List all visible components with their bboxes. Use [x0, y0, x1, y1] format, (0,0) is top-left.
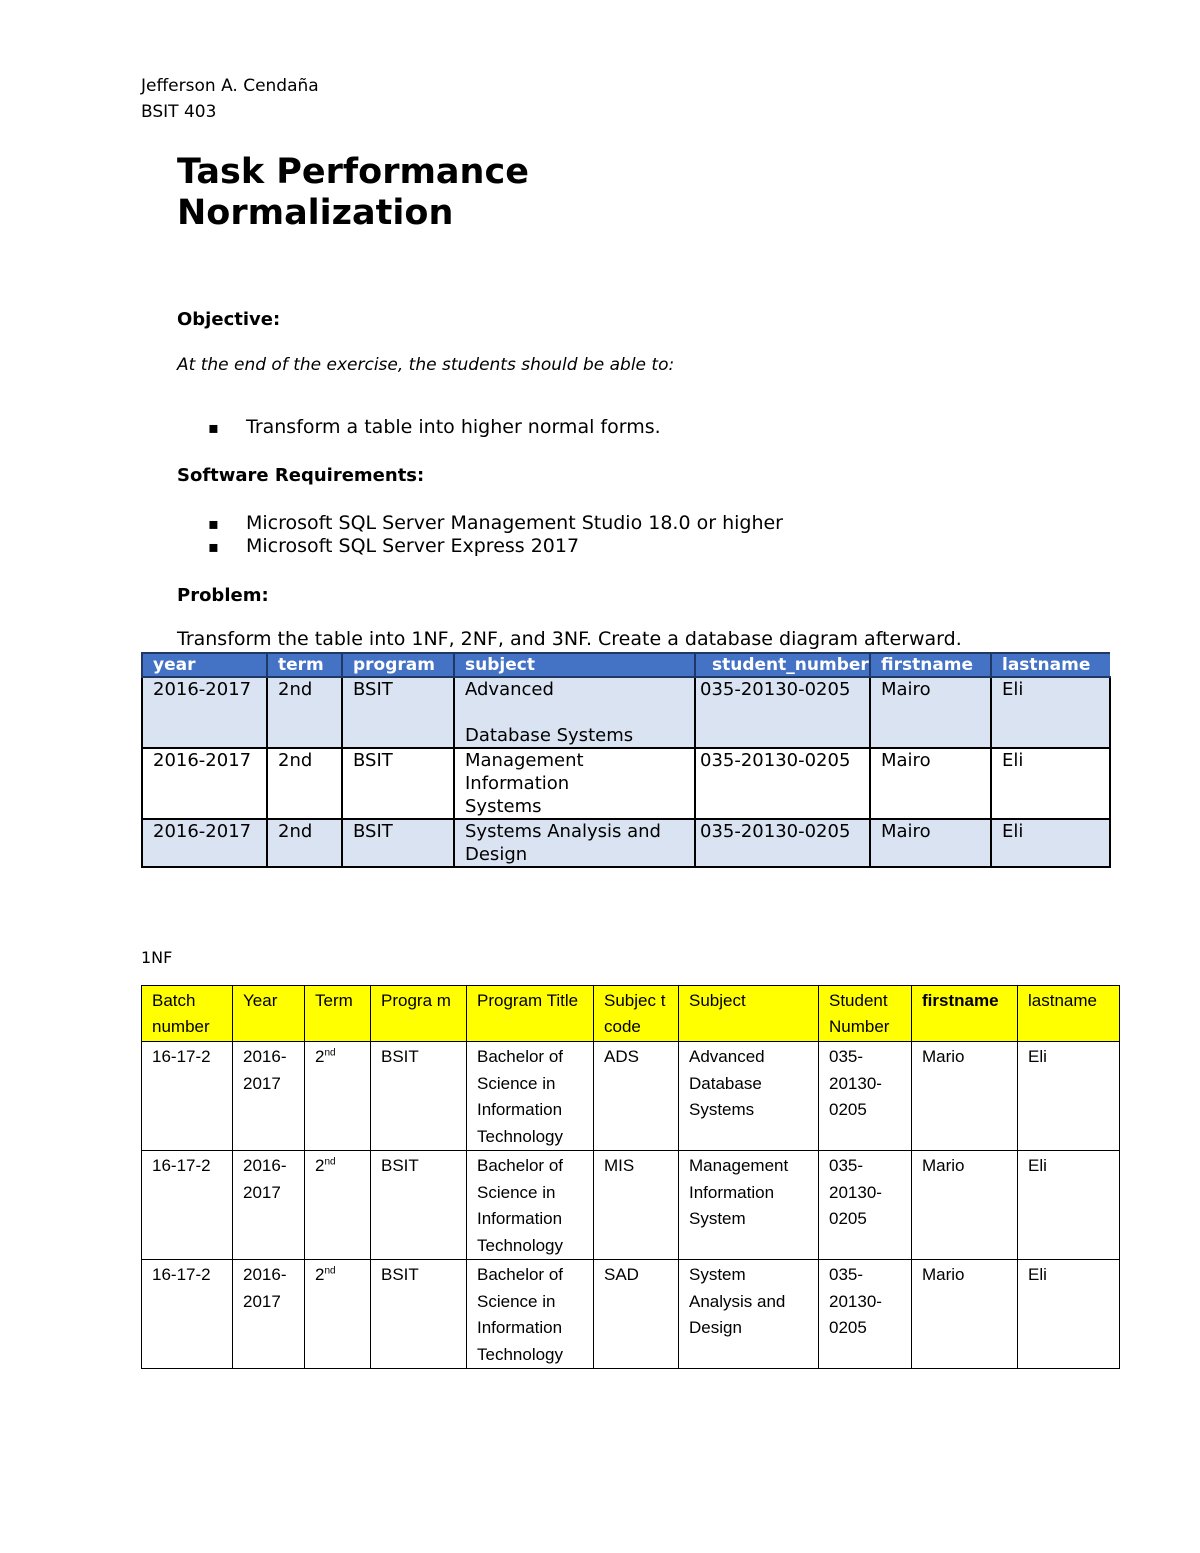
table-cell: Advanced Database Systems [679, 1042, 819, 1151]
table-cell: ADS [594, 1042, 679, 1151]
table-cell: Mario [912, 1260, 1018, 1369]
table-cell: MIS [594, 1151, 679, 1260]
header-cell: Term [305, 986, 371, 1042]
table-row [142, 1042, 1120, 1151]
table-row [142, 819, 1110, 867]
table-cell: 2nd [267, 677, 342, 748]
table-cell: Mario [912, 1042, 1018, 1151]
header-cell: firstname [870, 653, 991, 677]
header-cell: Student Number [819, 986, 912, 1042]
table-cell: BSIT [342, 819, 454, 867]
software-label: Software Requirements: [177, 465, 425, 486]
table-cell: 16-17-2 [142, 1260, 233, 1369]
problem-label: Problem: [177, 585, 269, 606]
table-cell: Advanced Database Systems [454, 677, 695, 748]
objective-intro: At the end of the exercise, the students should be able to: [177, 355, 675, 375]
table-cell: Mairo [870, 748, 991, 819]
table-cell: Mario [912, 1151, 1018, 1260]
author-section: BSIT 403 [141, 102, 217, 122]
software-list [208, 512, 783, 558]
table-cell: Eli [1018, 1260, 1120, 1369]
objective-label: Objective: [177, 309, 281, 330]
table-cell: 2016- 2017 [233, 1151, 305, 1260]
table-cell: 035-20130-0205 [695, 677, 870, 748]
table-cell: Bachelor of Science in Information Technology [467, 1151, 594, 1260]
table-cell: Bachelor of Science in Information Technology [467, 1260, 594, 1369]
table-cell: BSIT [371, 1042, 467, 1151]
table-cell: 2nd [267, 819, 342, 867]
term-number: 2 [315, 1265, 325, 1284]
header-cell: firstname [912, 986, 1018, 1042]
table-row [142, 1151, 1120, 1260]
table-cell: Mairo [870, 819, 991, 867]
table-cell: 2016-2017 [142, 819, 267, 867]
header-cell: student_number [695, 653, 870, 677]
header-cell: Year [233, 986, 305, 1042]
header-cell: Subject [679, 986, 819, 1042]
nf1-label: 1NF [141, 948, 173, 967]
table-row [142, 1260, 1120, 1369]
table-cell: System Analysis and Design [679, 1260, 819, 1369]
table-cell: 2016-2017 [142, 748, 267, 819]
table-cell: Eli [991, 748, 1110, 819]
software-item: ▪ Microsoft SQL Server Management Studio 18.0 or higher [208, 512, 783, 535]
term-suffix: nd [324, 1156, 336, 1168]
table-cell: Management Information Systems [454, 748, 695, 819]
header-cell: program [342, 653, 454, 677]
table-cell: 16-17-2 [142, 1151, 233, 1260]
table-cell: 2016-2017 [142, 677, 267, 748]
nf1-header [142, 986, 1120, 1042]
table-cell: 035- 20130- 0205 [819, 1260, 912, 1369]
table-cell: 2016- 2017 [233, 1042, 305, 1151]
header-cell: year [142, 653, 267, 677]
problem-text: Transform the table into 1NF, 2NF, and 3NF. Create a database diagram afterward. [177, 628, 962, 650]
table-cell: 035-20130-0205 [695, 819, 870, 867]
table-cell: 16-17-2 [142, 1042, 233, 1151]
table-cell: Bachelor of Science in Information Technology [467, 1042, 594, 1151]
author-block [141, 73, 319, 125]
table-cell: Management Information System [679, 1151, 819, 1260]
table-cell: BSIT [342, 748, 454, 819]
objective-item: ▪ Transform a table into higher normal forms. [208, 416, 661, 439]
header-cell: Subjec t code [594, 986, 679, 1042]
table-cell: SAD [594, 1260, 679, 1369]
author-name: Jefferson A. Cendaña [141, 76, 319, 96]
header-cell: term [267, 653, 342, 677]
table-cell: 035- 20130- 0205 [819, 1151, 912, 1260]
term-suffix: nd [324, 1047, 336, 1059]
header-cell: Progra m [371, 986, 467, 1042]
header-cell: lastname [991, 653, 1110, 677]
table-cell: Eli [1018, 1151, 1120, 1260]
table-cell: 2nd [267, 748, 342, 819]
table-cell: 035-20130-0205 [695, 748, 870, 819]
title-line-2: Normalization [177, 193, 454, 233]
table-cell [305, 1042, 371, 1151]
header-cell: lastname [1018, 986, 1120, 1042]
table-cell [305, 1260, 371, 1369]
table-cell: 2016- 2017 [233, 1260, 305, 1369]
term-number: 2 [315, 1047, 325, 1066]
term-suffix: nd [324, 1265, 336, 1277]
table-row [142, 677, 1110, 748]
table-row [142, 748, 1110, 819]
software-item: ▪ Microsoft SQL Server Express 2017 [208, 535, 783, 558]
term-number: 2 [315, 1156, 325, 1175]
original-table-header [142, 653, 1110, 677]
header-cell: subject [454, 653, 695, 677]
table-cell: BSIT [371, 1151, 467, 1260]
table-cell [305, 1151, 371, 1260]
title-line-1: Task Performance [177, 152, 529, 192]
objective-list [208, 416, 661, 439]
table-cell: BSIT [371, 1260, 467, 1369]
nf1-table [141, 985, 1120, 1369]
header-cell: Batch number [142, 986, 233, 1042]
table-cell: Mairo [870, 677, 991, 748]
table-cell: Eli [1018, 1042, 1120, 1151]
table-cell: Eli [991, 677, 1110, 748]
table-cell: BSIT [342, 677, 454, 748]
original-table [141, 652, 1111, 868]
header-cell: Program Title [467, 986, 594, 1042]
table-cell: 035- 20130- 0205 [819, 1042, 912, 1151]
table-cell: Systems Analysis and Design [454, 819, 695, 867]
page-title [177, 152, 529, 234]
table-cell: Eli [991, 819, 1110, 867]
